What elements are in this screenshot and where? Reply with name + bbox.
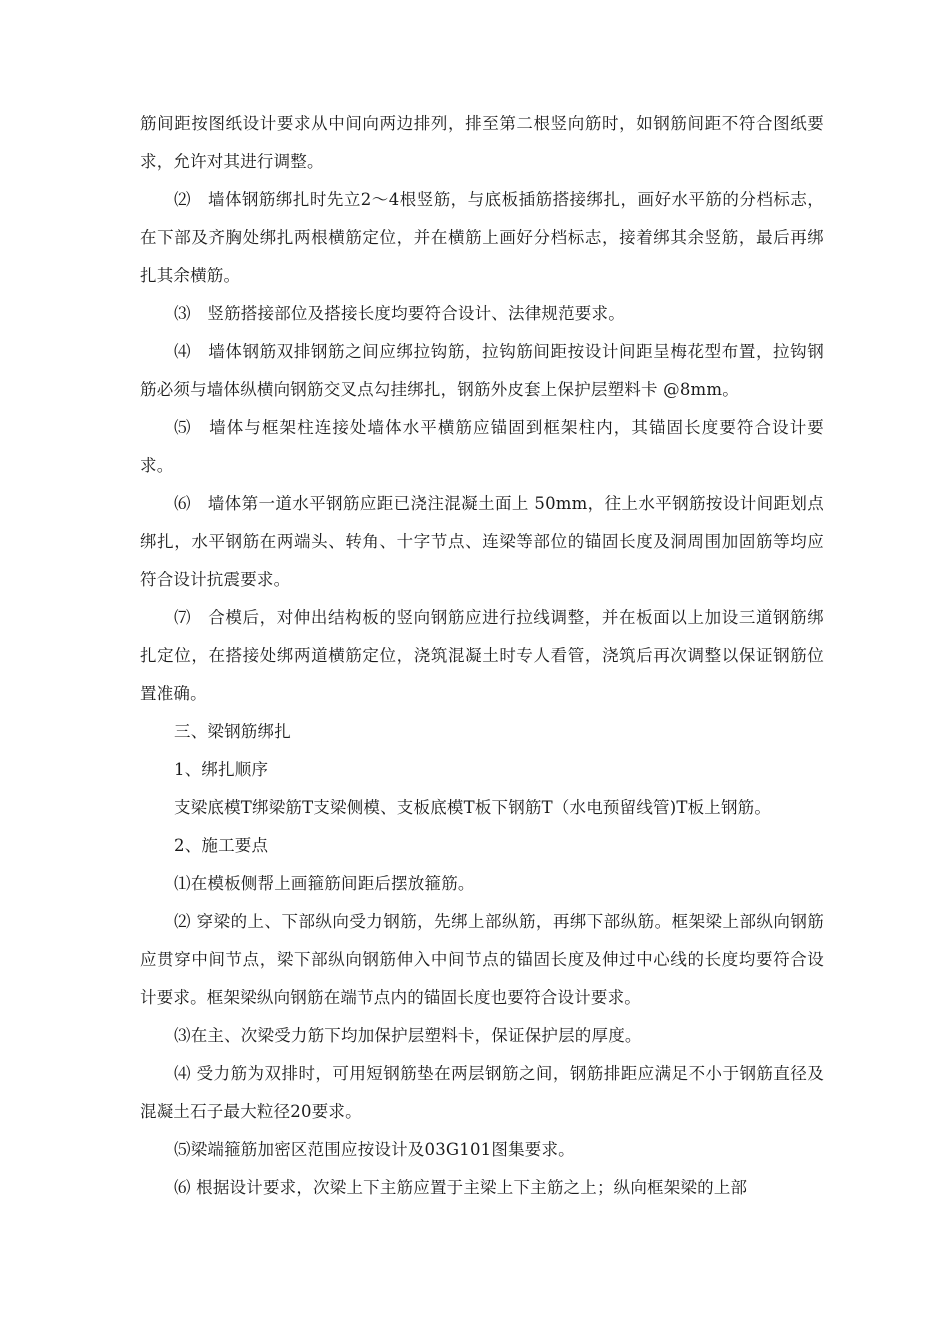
paragraph-point-3: ⑶在主、次梁受力筋下均加保护层塑料卡，保证保护层的厚度。 bbox=[174, 1026, 642, 1045]
paragraph-1: 筋间距按图纸设计要求从中间向两边排列，排至第二根竖向筋时，如钢筋间距不符合图纸要求，允许对其进行调整。 bbox=[140, 114, 824, 171]
paragraph-6: ⑹ 墙体第一道水平钢筋应距已浇注混凝土面上 50mm，往上水平钢筋按设计间距划点绑扎，水平钢筋在两端头、转角、十字节点、连梁等部位的锚固长度及洞周围加固筋等均应符合设计抗震要求。 bbox=[140, 494, 824, 589]
paragraph-point-1: ⑴在模板侧帮上画箍筋间距后摆放箍筋。 bbox=[174, 874, 475, 893]
paragraph-point-2: ⑵ 穿梁的上、下部纵向受力钢筋，先绑上部纵筋，再绑下部纵筋。框架梁上部纵向钢筋应贯穿中间节点，梁下部纵向钢筋伸入中间节点的锚固长度及伸过中心线的长度均要符合设计要求。框架梁纵向钢筋在端节点内的锚固长度也要符合设计要求。 bbox=[140, 912, 824, 1007]
paragraph-4: ⑷ 墙体钢筋双排钢筋之间应绑拉钩筋，拉钩筋间距按设计间距呈梅花型布置，拉钩钢筋必须与墙体纵横向钢筋交叉点勾挂绑扎，钢筋外皮套上保护层塑料卡 @8mm。 bbox=[140, 342, 824, 399]
section-heading-beam-rebar: 三、梁钢筋绑扎 bbox=[174, 722, 291, 741]
paragraph-point-5: ⑸梁端箍筋加密区范围应按设计及03G101图集要求。 bbox=[174, 1140, 575, 1159]
document-body bbox=[140, 105, 824, 1207]
paragraph-2: ⑵ 墙体钢筋绑扎时先立2〜4根竖筋，与底板插筋搭接绑扎，画好水平筋的分档标志，在下部及齐胸处绑扎两根横筋定位，并在横筋上画好分档标志，接着绑其余竖筋，最后再绑扎其余横筋。 bbox=[140, 190, 824, 285]
paragraph-sequence: 支梁底模T绑梁筋T支梁侧模、支板底模T板下钢筋T（水电预留线管)T板上钢筋。 bbox=[174, 798, 772, 817]
subheading-binding-sequence: 1、绑扎顺序 bbox=[174, 760, 269, 779]
paragraph-5: ⑸ 墙体与框架柱连接处墙体水平横筋应锚固到框架柱内，其锚固长度要符合设计要求。 bbox=[140, 418, 824, 475]
paragraph-7: ⑺ 合模后，对伸出结构板的竖向钢筋应进行拉线调整，并在板面以上加设三道钢筋绑扎定位，在搭接处绑两道横筋定位，浇筑混凝土时专人看管，浇筑后再次调整以保证钢筋位置准确。 bbox=[140, 608, 824, 703]
subheading-construction-points: 2、施工要点 bbox=[174, 836, 269, 855]
paragraph-point-4: ⑷ 受力筋为双排时，可用短钢筋垫在两层钢筋之间，钢筋排距应满足不小于钢筋直径及混凝土石子最大粒径20要求。 bbox=[140, 1064, 824, 1121]
paragraph-point-6: ⑹ 根据设计要求，次梁上下主筋应置于主梁上下主筋之上；纵向框架梁的上部 bbox=[174, 1178, 748, 1197]
paragraph-3: ⑶ 竖筋搭接部位及搭接长度均要符合设计、法律规范要求。 bbox=[174, 304, 625, 323]
